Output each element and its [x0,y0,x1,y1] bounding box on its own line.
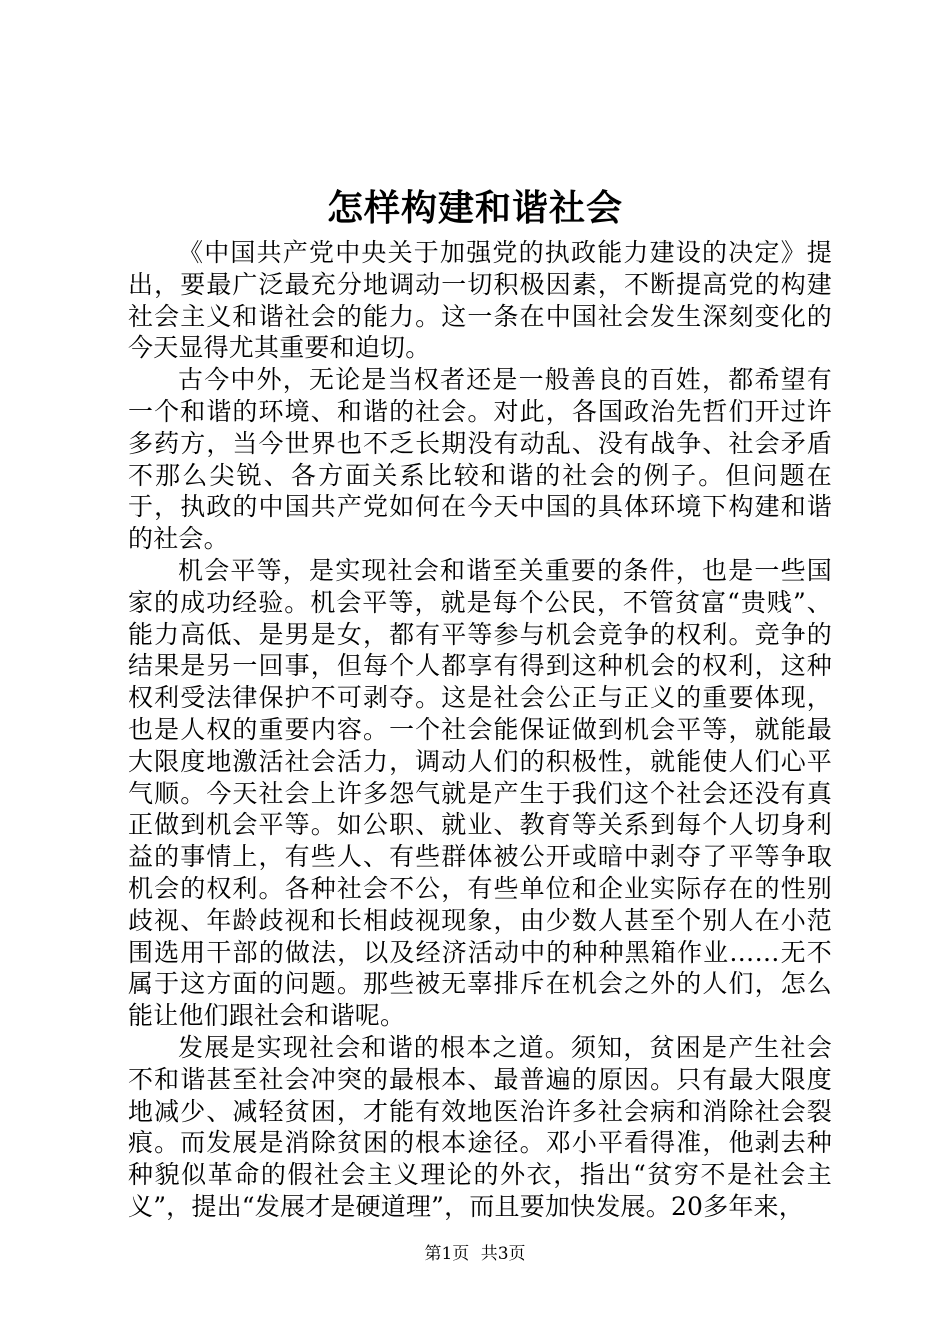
page-number-current: 第1页 [424,1244,470,1264]
page-number-total: 共3页 [480,1244,526,1264]
paragraph-2: 古今中外，无论是当权者还是一般善良的百姓，都希望有一个和谐的环境、和谐的社会。对此，各国政治先哲们开过许多药方，当今世界也不乏长期没有动乱、没有战争、社会矛盾不那么尖锐、各方面关系比较和谐的社会的例子。但问题在于，执政的中国共产党如何在今天中国的具体环境下构建和谐的社会。 [128,365,832,554]
page-footer [0,1242,950,1266]
paragraph-1: 《中国共产党中央关于加强党的执政能力建设的决定》提出，要最广泛最充分地调动一切积极因素，不断提高党的构建社会主义和谐社会的能力。这一条在中国社会发生深刻变化的今天显得尤其重要和迫切。 [128,238,832,363]
document-title: 怎样构建和谐社会 [326,187,623,229]
paragraph-4: 发展是实现社会和谐的根本之道。须知，贫困是产生社会不和谐甚至社会冲突的最根本、最普遍的原因。只有最大限度地减少、减轻贫困，才能有效地医治许多社会病和消除社会裂痕。而发展是消除贫困的根本途径。邓小平看得准，他剥去种种貌似革命的假社会主义理论的外衣，指出“贫穷不是社会主义”，提出“发展才是硬道理”，而且要加快发展。20多年来， [128,1032,832,1221]
paragraph-3: 机会平等，是实现社会和谐至关重要的条件，也是一些国家的成功经验。机会平等，就是每个公民，不管贫富“贵贱”、能力高低、是男是女，都有平等参与机会竞争的权利。竞争的结果是另一回事，但每个人都享有得到这种机会的权利，这种权利受法律保护不可剥夺。这是社会公正与正义的重要体现，也是人权的重要内容。一个社会能保证做到机会平等，就能最大限度地激活社会活力，调动人们的积极性，就能使人们心平气顺。今天社会上许多怨气就是产生于我们这个社会还没有真正做到机会平等。如公职、就业、教育等关系到每个人切身利益的事情上，有些人、有些群体被公开或暗中剥夺了平等争取机会的权利。各种社会不公，有些单位和企业实际存在的性别歧视、年龄歧视和长相歧视现象，由少数人甚至个别人在小范围选用干部的做法，以及经济活动中的种种黑箱作业……无不属于这方面的问题。那些被无辜排斥在机会之外的人们，怎么能让他们跟社会和谐呢。 [128,555,832,1031]
document-body [128,237,832,1223]
